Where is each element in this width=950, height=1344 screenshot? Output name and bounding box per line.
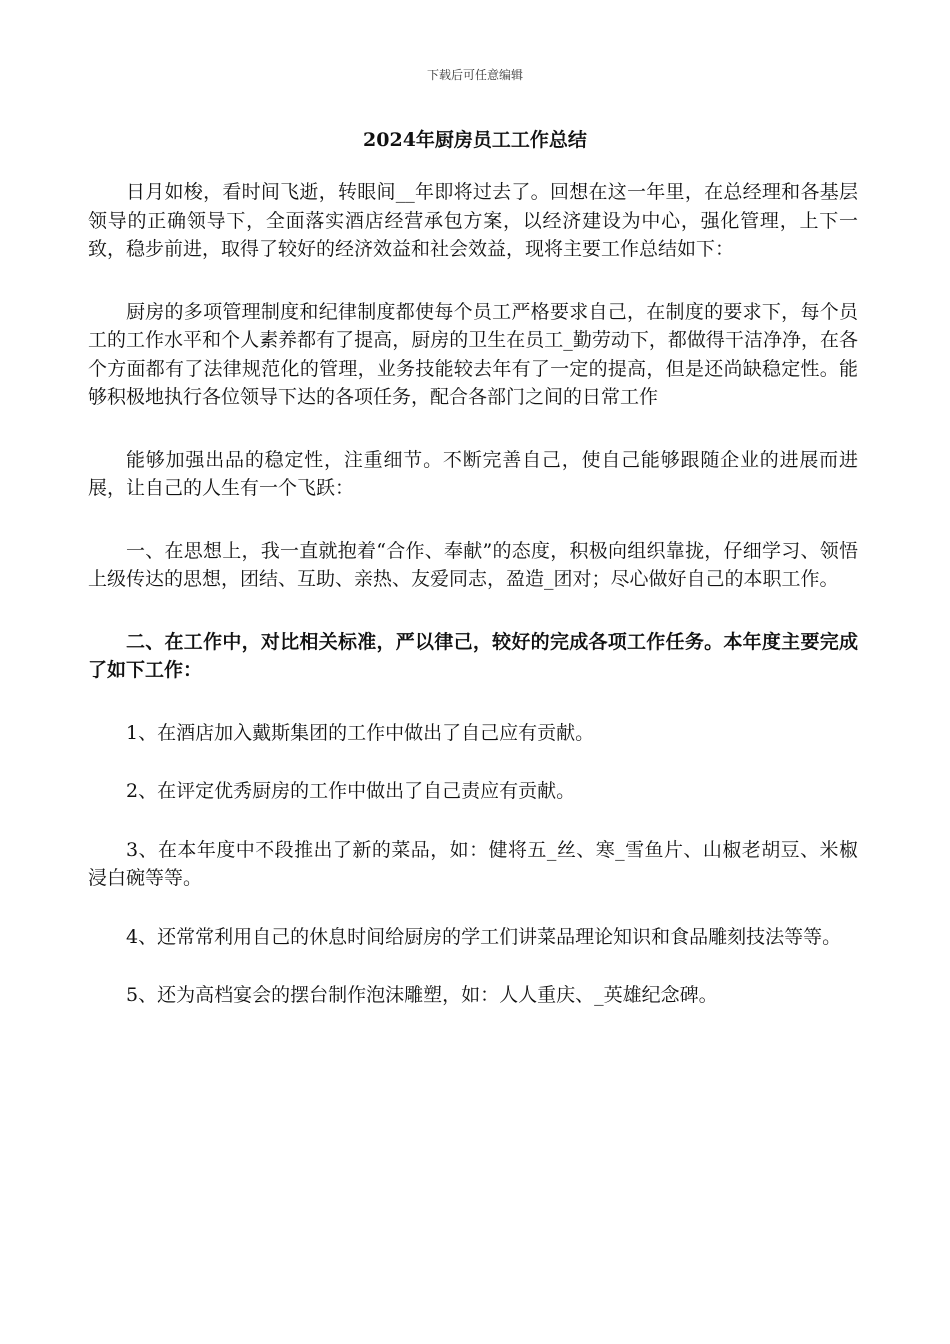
- document-body: [88, 178, 858, 1040]
- list-item: 3、在本年度中不段推出了新的菜品，如：健将五_丝、寒_雪鱼片、山椒老胡豆、米椒浸白碗等等。: [88, 838, 858, 889]
- paragraph-intro: 日月如梭，看时间飞逝，转眼间__年即将过去了。回想在这一年里，在总经理和各基层领导的正确领导下，全面落实酒店经营承包方案，以经济建设为中心，强化管理，上下一致，稳步前进，取得了较好的经济效益和社会效益，现将主要工作总结如下：: [88, 181, 858, 260]
- list-item: 4、还常常利用自己的休息时间给厨房的学工们讲菜品理论知识和食品雕刻技法等等。: [126, 925, 842, 948]
- paragraph-section-two-heading: 二、在工作中，对比相关标准，严以律己，较好的完成各项工作任务。本年度主要完成了如下工作：: [88, 630, 858, 681]
- header-note: 下载后可任意编辑: [426, 68, 523, 82]
- paragraph-stability: 能够加强出品的稳定性，注重细节。不断完善自己，使自己能够跟随企业的进展而进展，让自己的人生有一个飞跃：: [88, 448, 858, 499]
- list-item: 5、还为高档宴会的摆台制作泡沫雕塑，如：人人重庆、_英雄纪念碑。: [126, 984, 718, 1006]
- document-title: 2024年厨房员工工作总结: [363, 129, 587, 151]
- paragraph-section-one: 一、在思想上，我一直就抱着“合作、奉献”的态度，积极向组织靠拢，仔细学习、领悟上级传达的思想，团结、互助、亲热、友爱同志，盈造_团对；尽心做好自己的本职工作。: [88, 539, 858, 590]
- paragraph-management: 厨房的多项管理制度和纪律制度都使每个员工严格要求自己，在制度的要求下，每个员工的工作水平和个人素养都有了提高，厨房的卫生在员工_勤劳动下，都做得干洁净净，在各个方面都有了法律规范化的管理，业务技能较去年有了一定的提高，但是还尚缺稳定性。能够积极地执行各位领导下达的各项任务，配合各部门之间的日常工作: [88, 300, 858, 408]
- list-item: 2、在评定优秀厨房的工作中做出了自己责应有贡献。: [126, 780, 576, 802]
- list-item: 1、在酒店加入戴斯集团的工作中做出了自己应有贡献。: [126, 721, 595, 744]
